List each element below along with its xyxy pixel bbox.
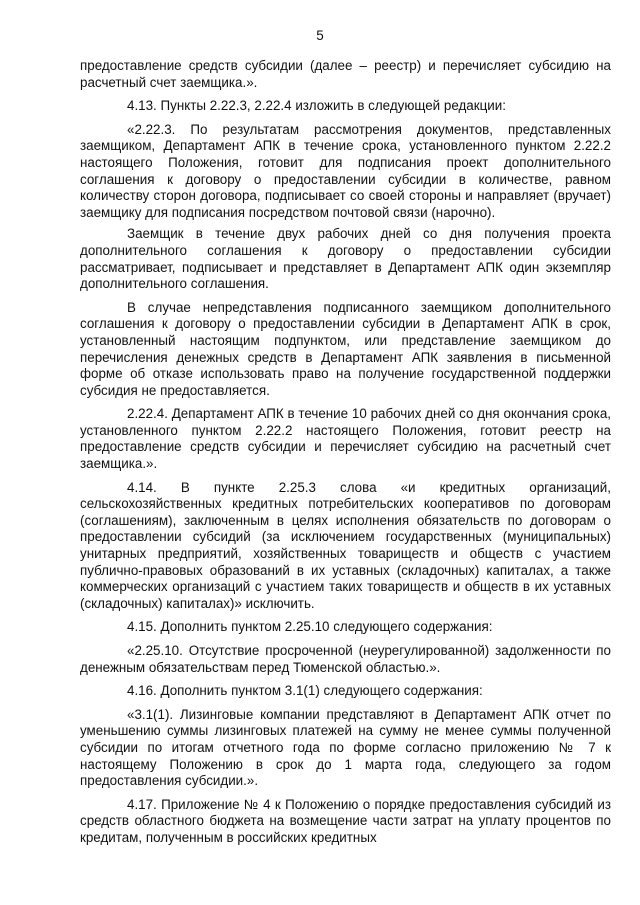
page-number: 5 [316, 28, 324, 43]
paragraph-4-16: 4.16. Дополнить пунктом 3.1(1) следующего содержания: [127, 683, 483, 699]
paragraph-continuation: предоставление средств субсидии (далее – реестр) и перечисляет субсидию на расчетный счет заемщика.». [80, 58, 611, 90]
paragraph-non-submission: В случае непредставления подписанного заемщиком дополнительного соглашения к договору о предоставлении субсидии в Департамент АПК в срок, установленный настоящим подпунктом, или представление заемщиком до перечисления денежных средств в Департамент АПК заявления в письменной форме об отказе использовать право на получение государственной поддержки субсидия не предоставляется. [80, 299, 611, 398]
paragraph-2-22-4: 2.22.4. Департамент АПК в течение 10 рабочих дней со дня окончания срока, установленного пунктом 2.22.2 настоящего Положения, готовит реестр на предоставление средств субсидии и перечисляет субсидию на расчетный счет заемщика.». [80, 406, 611, 472]
paragraph-4-15: 4.15. Дополнить пунктом 2.25.10 следующего содержания: [127, 619, 493, 635]
paragraph-2-22-3: «2.22.3. По результатам рассмотрения документов, представленных заемщиком, Департамент АПК в течение срока, установленного пунктом 2.22.2 настоящего Положения, готовит для подписания проект дополнительного соглашения к договору о предоставлении субсидии в количестве, равном количеству сторон договора, подписывает со своей стороны и направляет (вручает) заемщику для подписания посредством почтовой связи (нарочно). [80, 121, 611, 220]
paragraph-4-14: 4.14. В пункте 2.25.3 слова «и кредитных организаций, сельскохозяйственных кредитных потребительских кооперативов по договорам (соглашениям), заключенным в целях исполнения обязательств по договорам о предоставлении субсидий (за исключением государственных (муниципальных) унитарных предприятий, хозяйственных товариществ и обществ с участием публично-правовых образований в их уставных (складочных) капиталах, а также коммерческих организаций с участием таких товариществ и обществ в их уставных (складочных) капиталах)» исключить. [80, 479, 611, 611]
document-body [80, 58, 611, 854]
paragraph-2-25-10: «2.25.10. Отсутствие просроченной (неурегулированной) задолженности по денежным обязательствам перед Тюменской областью.». [80, 643, 611, 675]
paragraph-borrower-signing: Заемщик в течение двух рабочих дней со дня получения проекта дополнительного соглашения к договору о предоставлении субсидии рассматривает, подписывает и представляет в Департамент АПК один экземпляр дополнительного соглашения. [80, 226, 611, 292]
paragraph-4-17: 4.17. Приложение № 4 к Положению о порядке предоставления субсидий из средств областного бюджета на возмещение части затрат на уплату процентов по кредитам, полученным в российских кредитных [80, 796, 611, 845]
paragraph-3-1-1: «3.1(1). Лизинговые компании представляют в Департамент АПК отчет по уменьшению суммы лизинговых платежей на сумму не менее суммы полученной субсидии по итогам отчетного года по форме согласно приложению № 7 к настоящему Положению в срок до 1 марта года, следующего за годом предоставления субсидии.». [80, 706, 611, 789]
paragraph-4-13: 4.13. Пункты 2.22.3, 2.22.4 изложить в следующей редакции: [127, 98, 506, 114]
